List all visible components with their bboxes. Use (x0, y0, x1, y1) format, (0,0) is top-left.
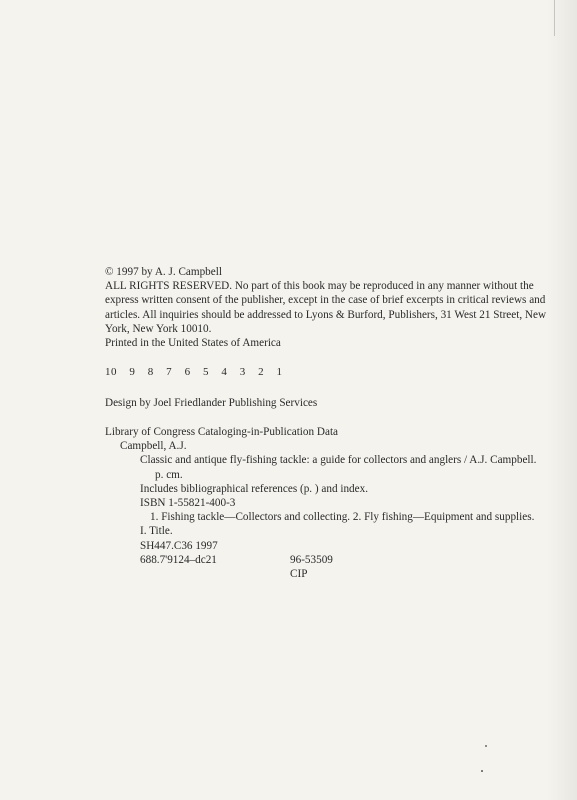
printing-number-line (105, 366, 295, 378)
cip-lccn: 96-53509 (290, 553, 333, 566)
paper-speck (481, 770, 483, 772)
cip-author: Campbell, A.J. (120, 440, 187, 453)
printing-number: 6 (184, 366, 191, 378)
page-edge-shadow (547, 0, 577, 800)
cip-heading: Library of Congress Cataloging-in-Publication Data (105, 426, 339, 438)
cip-label: CIP (290, 568, 308, 581)
printing-number: 1 (276, 366, 283, 378)
cip-bibliography: Includes bibliographical references (p. ) and index. (140, 482, 369, 495)
cip-label-row (105, 567, 565, 581)
rights-statement: ALL RIGHTS RESERVED. No part of this book may be reproduced in any manner without the express written consent of the publisher, except in the case of brief excerpts in critical reviews and articles. All inquiries should be addressed to Lyons & Burford, Publishers, 31 West 21 Street, New York, New York 10010. (105, 280, 547, 335)
printing-number: 10 (105, 366, 117, 378)
printing-number: 8 (147, 366, 154, 378)
cip-title: Classic and antique fly-fishing tackle: a guide for collectors and anglers / A.J. Campbell. (140, 454, 537, 467)
paper-speck (485, 745, 487, 747)
printing-number: 5 (202, 366, 209, 378)
cip-title-entry: I. Title. (140, 525, 173, 538)
cip-dewey: 688.7'9124–dc21 (140, 553, 217, 566)
cip-call-numbers (105, 553, 565, 567)
cip-data-block (105, 425, 565, 581)
cip-pagination: p. cm. (155, 468, 183, 481)
copyright-line: © 1997 by A. J. Campbell (105, 266, 222, 278)
printing-number: 7 (166, 366, 173, 378)
design-credit: Design by Joel Friedlander Publishing Services (105, 397, 318, 409)
printing-number: 3 (239, 366, 246, 378)
cip-isbn: ISBN 1-55821-400-3 (140, 497, 236, 510)
cip-lc-class: SH447.C36 1997 (140, 539, 218, 552)
printing-number: 9 (129, 366, 136, 378)
printing-number: 2 (258, 366, 265, 378)
printing-number: 4 (221, 366, 228, 378)
printed-in: Printed in the United States of America (105, 337, 281, 350)
cip-subjects: 1. Fishing tackle—Collectors and collecting. 2. Fly fishing—Equipment and supplies. (150, 511, 535, 524)
copyright-block (105, 265, 560, 350)
page-edge-line (554, 0, 555, 36)
